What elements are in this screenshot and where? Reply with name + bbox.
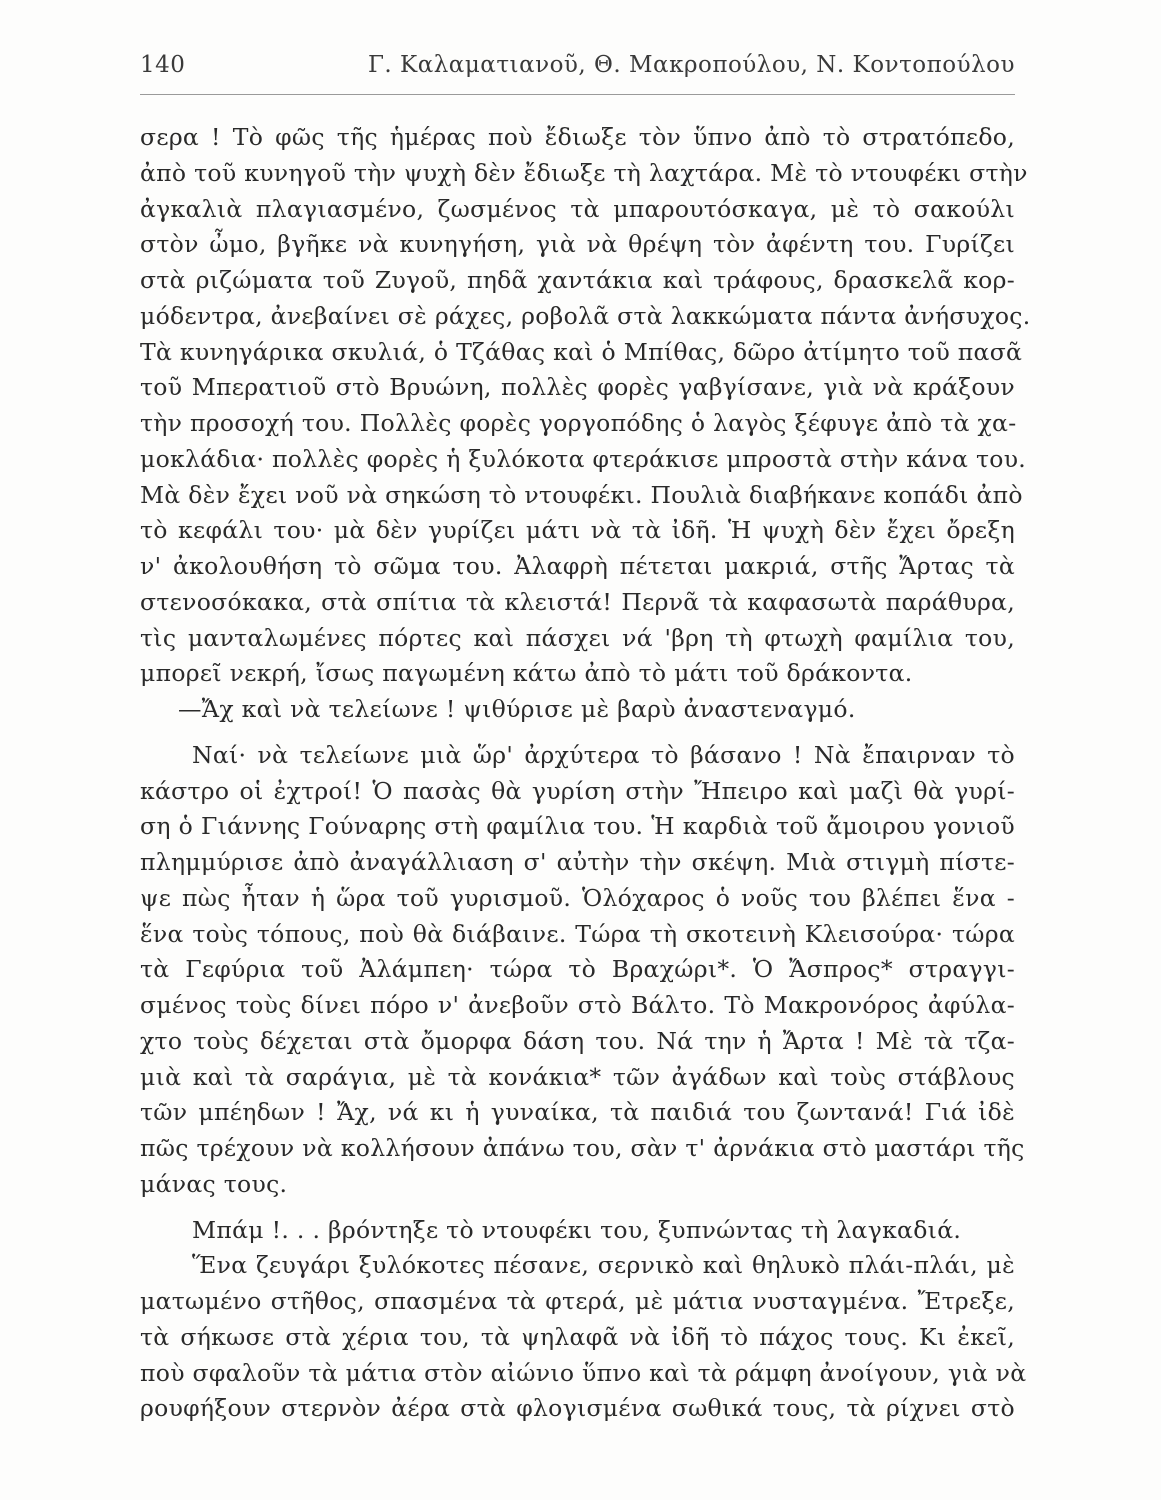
text-line: Μὰ δὲν ἔχει νοῦ νὰ σηκώση τὸ ντουφέκι. Πουλιὰ διαβήκανε κοπάδι ἀπὸ [140, 480, 1023, 509]
header-rule [140, 94, 1015, 95]
running-title: Γ. Καλαματιανοῦ, Θ. Μακροπούλου, Ν. Κοντοπούλου [367, 52, 1015, 78]
text-line: στὸν ὦμο, βγῆκε νὰ κυνηγήση, γιὰ νὰ θρέψη τὸν ἀφέντη του. Γυρίζει [140, 230, 1015, 259]
text-line: —Ἄχ καὶ νὰ τελείωνε ! ψιθύρισε μὲ βαρὺ ἀναστεναγμό. [178, 695, 856, 723]
text-line: ἀγκαλιὰ πλαγιασμένο, ζωσμένος τὰ μπαρουτόσκαγα, μὲ τὸ σακούλι [140, 194, 1015, 223]
text-line: κάστρο οἱ ἐχτροί! Ὁ πασὰς θὰ γυρίση στὴν Ἤπειρο καὶ μαζὶ θὰ γυρί- [140, 776, 1015, 805]
text-line: τὸ κεφάλι του· μὰ δὲν γυρίζει μάτι νὰ τὰ ἰδῆ. Ἡ ψυχὴ δὲν ἔχει ὄρεξη [140, 516, 1015, 545]
page-number: 140 [140, 52, 186, 78]
text-line: ἀπὸ τοῦ κυνηγοῦ τὴν ψυχὴ δὲν ἔδιωξε τὴ λαχτάρα. Μὲ τὸ ντουφέκι στὴν [140, 158, 1028, 187]
paragraph-gap [140, 1203, 1015, 1213]
running-head [140, 52, 1015, 92]
paragraph [140, 120, 1031, 692]
text-line: μάνας τους. [140, 1169, 288, 1198]
text-line: πῶς τρέχουν νὰ κολλήσουν ἀπάνω του, σὰν τ' ἀρνάκια στὸ μαστάρι τῆς [140, 1134, 1025, 1162]
body-text [140, 120, 1031, 1427]
text-line: Μπάμ !. . . βρόντηξε τὸ ντουφέκι του, ξυπνώντας τὴ λαγκαδιά. [192, 1215, 962, 1244]
text-line: στὰ ριζώματα τοῦ Ζυγοῦ, πηδᾶ χαντάκια καὶ τράφους, δρασκελᾶ κορ- [140, 266, 1015, 294]
text-line: Ναί· νὰ τελείωνε μιὰ ὥρ' ἀρχύτερα τὸ βάσανο ! Νὰ ἔπαιρναν τὸ [192, 740, 1015, 769]
text-line: μόδεντρα, ἀνεβαίνει σὲ ράχες, ροβολᾶ στὰ λακκώματα πάντα ἀνήσυχος. [140, 301, 1031, 330]
text-line: ποὺ σφαλοῦν τὰ μάτια στὸν αἰώνιο ὕπνο καὶ τὰ ράμφη ἀνοίγουν, γιὰ νὰ [140, 1358, 1027, 1387]
text-line: μοκλάδια· πολλὲς φορὲς ἡ ξυλόκοτα φτεράκισε μπροστὰ στὴν κάνα του. [140, 444, 1027, 473]
text-line: τῶν μπέηδων ! Ἄχ, νά κι ἡ γυναίκα, τὰ παιδιά του ζωντανά! Γιά ἰδὲ [140, 1098, 1015, 1127]
paragraph [140, 692, 1015, 728]
text-line: στενοσόκακα, στὰ σπίτια τὰ κλειστά! Περνᾶ τὰ καφασωτὰ παράθυρα, [140, 587, 1015, 616]
text-line: ση ὁ Γιάννης Γούναρης στὴ φαμίλια του. Ἡ καρδιὰ τοῦ ἄμοιρου γονιοῦ [140, 812, 1015, 841]
text-line: μιὰ καὶ τὰ σαράγια, μὲ τὰ κονάκια* τῶν ἀγάδων καὶ τοὺς στάβλους [140, 1062, 1015, 1091]
text-line: ἕνα τοὺς τόπους, ποὺ θὰ διάβαινε. Τώρα τὴ σκοτεινὴ Κλεισούρα· τώρα [140, 919, 1015, 948]
text-line: ψε πὼς ἦταν ἡ ὥρα τοῦ γυρισμοῦ. Ὁλόχαρος ὁ νοῦς του βλέπει ἕνα - [140, 883, 1015, 912]
text-line: Τὰ κυνηγάρικα σκυλιά, ὁ Τζάθας καὶ ὁ Μπίθας, δῶρο ἀτίμητο τοῦ πασᾶ [140, 337, 1023, 366]
paragraph [140, 1213, 1015, 1249]
text-line: ρουφήξουν στερνὸν ἀέρα στὰ φλογισμένα σωθικά τους, τὰ ρίχνει στὸ [140, 1394, 1015, 1423]
paragraph-gap [140, 728, 1015, 738]
paragraph [140, 738, 1025, 1203]
text-line: μπορεῖ νεκρή, ἴσως παγωμένη κάτω ἀπὸ τὸ μάτι τοῦ δράκοντα. [140, 659, 913, 688]
text-line: τὰ σήκωσε στὰ χέρια του, τὰ ψηλαφᾶ νὰ ἰδῆ τὸ πάχος τους. Κι ἐκεῖ, [140, 1322, 1015, 1351]
text-line: σερα ! Τὸ φῶς τῆς ἡμέρας ποὺ ἔδιωξε τὸν ὕπνο ἀπὸ τὸ στρατόπεδο, [140, 123, 1015, 151]
text-line: σμένος τοὺς δίνει πόρο ν' ἀνεβοῦν στὸ Βάλτο. Τὸ Μακρονόρος ἀφύλα- [140, 991, 1015, 1019]
text-line: ν' ἀκολουθήση τὸ σῶμα του. Ἀλαφρὴ πέτεται μακριά, στῆς Ἄρτας τὰ [140, 552, 1015, 580]
text-line: τὰ Γεφύρια τοῦ Ἀλάμπεη· τώρα τὸ Βραχώρι*. Ὁ Ἄσπρος* στραγγι- [140, 955, 1015, 984]
paragraph [140, 1248, 1027, 1427]
text-line: Ἕνα ζευγάρι ξυλόκοτες πέσανε, σερνικὸ καὶ θηλυκὸ πλάι-πλάι, μὲ [192, 1251, 1015, 1280]
text-line: τοῦ Μπερατιοῦ στὸ Βρυώνη, πολλὲς φορὲς γαβγίσανε, γιὰ νὰ κράξουν [140, 373, 1015, 402]
text-line: χτο τοὺς δέχεται στὰ ὄμορφα δάση του. Νά την ἡ Ἄρτα ! Μὲ τὰ τζα- [140, 1026, 1015, 1055]
text-line: τὴν προσοχή του. Πολλὲς φορὲς γοργοπόδης ὁ λαγὸς ξέφυγε ἀπὸ τὰ χα- [140, 409, 1017, 437]
text-line: τὶς μανταλωμένες πόρτες καὶ πάσχει νά 'βρη τὴ φτωχὴ φαμίλια του, [140, 623, 1015, 652]
text-line: ματωμένο στῆθος, σπασμένα τὰ φτερά, μὲ μάτια νυσταγμένα. Ἔτρεξε, [140, 1287, 1015, 1315]
text-line: πλημμύρισε ἀπὸ ἀναγάλλιαση σ' αὐτὴν τὴν σκέψη. Μιὰ στιγμὴ πίστε- [140, 848, 1015, 876]
